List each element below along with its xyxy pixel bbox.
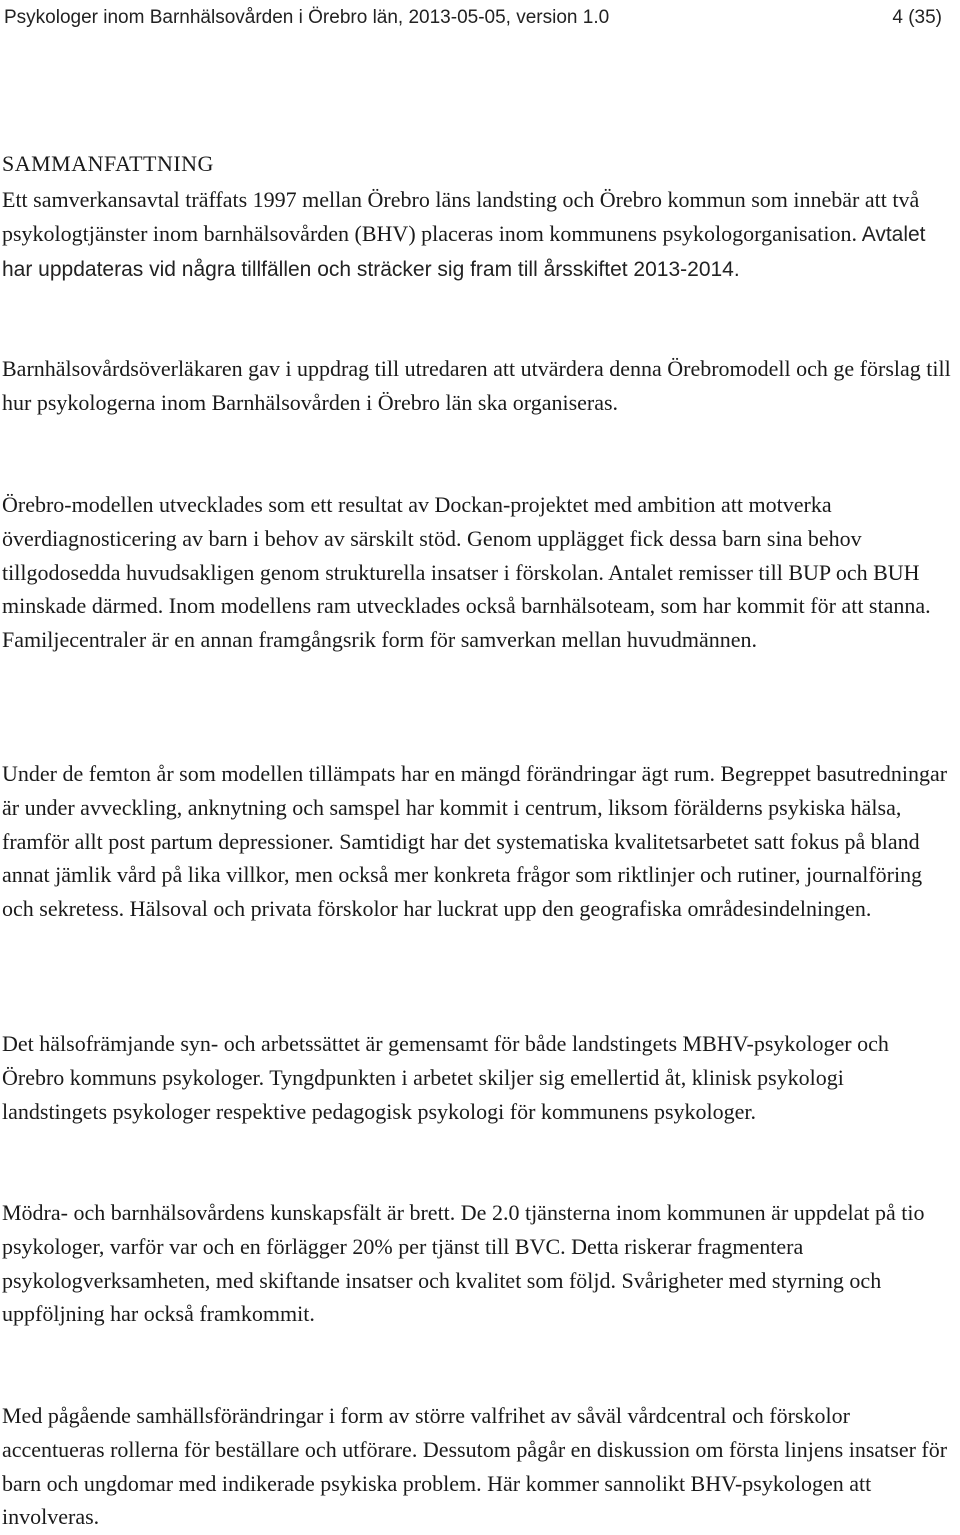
header-document-title: Psykologer inom Barnhälsovården i Örebro län, 2013-05-05, version 1.0 — [4, 7, 610, 28]
summary-text-part2: Avtalet har uppdateras vid några tillfällen och sträcker sig fram till årsskiftet 2013-2014. — [2, 222, 926, 281]
paragraph-societal-changes: Med pågående samhällsförändringar i form av större valfrihet av såväl vårdcentral och förskolor accentueras rollerna för beställare och utförare. Dessutom pågår en diskussion om första linjens insatser för barn och ungdomar med indikerade psykiska problem. Här kommer sannolikt BHV-psykologen att involveras. — [2, 1403, 948, 1530]
paragraph-model-origin: Örebro-modellen utvecklades som ett resultat av Dockan-projektet med ambition att motverka överdiagnosticering av barn i behov av särskilt stöd. Genom upplägget fick dessa barn sina behov tillgodosedda huvudsakligen genom strukturella insatser i förskolan. Antalet remisser till BUP och BUH minskade därmed. Inom modellens ram utvecklades också barnhälsoteam, som har kommit för att stanna. Familjecentraler är en annan framgångsrik form för samverkan mellan huvudmännen. — [2, 492, 931, 653]
summary-text-part1: Ett samverkansavtal träffats 1997 mellan Örebro läns landsting och Örebro kommun som innebär att två psykologtjänster inom barnhälsovården (BHV) placeras inom kommunens psykologorganisation. — [2, 187, 920, 246]
header-page-number: 4 (35) — [892, 7, 942, 28]
paragraph-changes: Under de femton år som modellen tillämpats har en mängd förändringar ägt rum. Begreppet basutredningar är under avveckling, anknytning och samspel har kommit i centrum, liksom förälderns psykiska hälsa, framför allt post partum depressioner. Samtidigt har det systematiska kvalitetsarbetet satt fokus på bland annat jämlik vård på lika villkor, men också mer konkreta frågor som riktlinjer och rutiner, journalföring och sekretess. Hälsoval och privata förskolor har luckrat upp den geografiska områdesindelningen. — [2, 761, 948, 922]
summary-paragraph — [2, 183, 954, 286]
paragraph-knowledge-field: Mödra- och barnhälsovårdens kunskapsfält är brett. De 2.0 tjänsterna inom kommunen är uppdelat på tio psykologer, varför var och en förlägger 20% per tjänst till BVC. Detta riskerar fragmentera psykologverksamheten, med skiftande insatser och kvalitet som följd. Svårigheter med styrning och uppföljning har också framkommit. — [2, 1200, 925, 1327]
paragraph-assignment: Barnhälsovårdsöverläkaren gav i uppdrag till utredaren att utvärdera denna Örebromodell och ge förslag till hur psykologerna inom Barnhälsovården i Örebro län ska organiseras. — [2, 356, 951, 415]
section-title: SAMMANFATTNING — [2, 151, 214, 176]
paragraph-health-promotion: Det hälsofrämjande syn- och arbetssättet är gemensamt för både landstingets MBHV-psykologer och Örebro kommuns psykologer. Tyngdpunkten i arbetet skiljer sig emellertid åt, klinisk psykologi landstingets psykologer respektive pedagogisk psykologi för kommunens psykologer. — [2, 1031, 889, 1124]
